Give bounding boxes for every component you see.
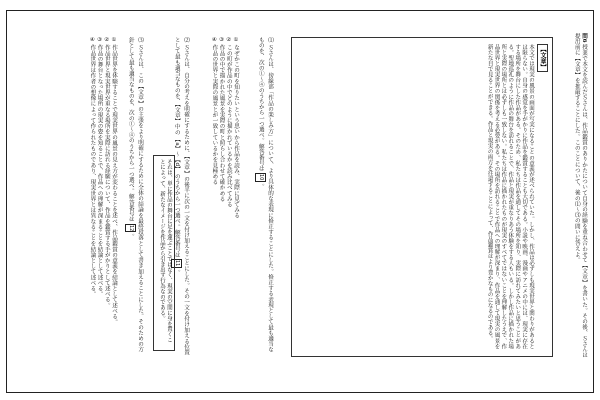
choice-text: 作品の舞台となった場所の現実の姿を知ることで、作品への理解が深まることを結論として述べる。 bbox=[96, 44, 103, 297]
choice-item[interactable] bbox=[232, 37, 239, 357]
question-1-text: ⑴ Ｓさんは、傍線部「作品の楽しみ方」について、より具体的な表現に修正することにした。修正する表現として最も適当なものを、次の①〜④のうちから一つ選べ。解答番号は bbox=[257, 37, 273, 353]
bunsho-text: 本文では現実の風景の画面が写実になることの意義が述べられていた。しかし、作品は必ずしも現実世界と関わりがあるとは限らない。自身の感覚を手がかりに作品を鑑賞することも大切である。小説や映画、漫画やアニメの中には、現実に存在する場所を舞台にした作品がある。そのため、私たちは作品を通してその場所を知り、実際に訪れてみたいと思うことがある。聖地巡礼のように作品の舞台を訪れることで、作品と現実が重なりあう体験をする人もいる。しかし作品に描かれた場所と実際の場所とは必ずしも一致しない。私たちは作品に描かれたものが現実のすべてではないことを理解したうえで、作品世界と現実世界の関係を考える必要がある。その場所を訪れることで作品への理解が深まり、作品を通して現実の風景を新たな目で見ることができる。作品と現実の両方を往還することによって、作品鑑賞はより豊かなものになるのである。 bbox=[486, 44, 534, 349]
period: 。 bbox=[257, 183, 264, 189]
question-number: 問6 bbox=[581, 33, 587, 43]
choice-text: 作品世界は作者の想像によって作られたものであり、現実世界とは異なることを結論として述べる。 bbox=[89, 44, 96, 297]
inserted-sentence-box bbox=[153, 155, 175, 351]
choice-text: 作品世界を体験することで現実世界の風景の見え方が変わることを述べ、作品鑑賞の意義を結論として述べる。 bbox=[111, 44, 117, 325]
bunsho-box bbox=[291, 37, 553, 357]
choice-mark: ④ bbox=[211, 37, 218, 43]
question-1 bbox=[255, 37, 273, 357]
question-instruction: 授業で本文を読んだＳさんは、作品鑑賞のありかたについて自身の経験を重ね合わせて【文章】を書いた。その後、Ｓさんは提出前に【文章】を推敲することにした。このことについて、後の⑴〜⑶の問いに答えよ。 bbox=[573, 33, 587, 358]
question-header bbox=[573, 33, 587, 363]
choice-text: 作品の中で描かれた風景を実際の町と照らし合わせて確かめる bbox=[218, 44, 225, 202]
exam-sheet bbox=[6, 10, 594, 393]
inserted-sentence-text: それは、単に作品の舞台に足を運ぶことではなく、現実の空間に身を置くことによって、新たなイメージを作品から引き出す行為なのである。 bbox=[159, 159, 172, 343]
choice-text: 作品の世界と実際の風景とが一致しているかを見極める bbox=[211, 44, 218, 185]
choice-mark: ④ bbox=[89, 37, 96, 43]
question-3-choices bbox=[88, 37, 117, 357]
question-3 bbox=[125, 37, 143, 357]
choice-item[interactable] bbox=[110, 37, 117, 357]
choice-mark: ① bbox=[233, 37, 239, 43]
questions-area bbox=[23, 37, 273, 357]
choice-text: この町が作品の中でどのように描かれているかを読み比べてみる bbox=[225, 44, 232, 208]
period: 。 bbox=[173, 269, 180, 276]
choice-item[interactable] bbox=[103, 37, 110, 357]
choice-mark: ③ bbox=[218, 37, 225, 43]
choice-mark: ③ bbox=[96, 37, 103, 43]
choice-item[interactable] bbox=[217, 37, 224, 357]
choice-mark: ① bbox=[111, 37, 117, 43]
answer-box-12[interactable]: 12 bbox=[125, 224, 136, 232]
choice-mark: ② bbox=[225, 37, 232, 43]
question-2-text: ⑵ Ｓさんは、自分の考えを明確にするために、【文章】の後半に次の一文を付け加えることにした。その一文を付け加える位置として最も適当なものを、【文章】中の 【a】〜【d】 のうちから一つ選べ。解答番号は bbox=[173, 37, 189, 356]
choice-text: 作品世界と現実世界が重なる場所を実際に訪れる経験について、作品を鑑賞する手がかりとして述べる。 bbox=[103, 44, 110, 308]
choice-item[interactable] bbox=[225, 37, 232, 357]
answer-box-10[interactable]: 10 bbox=[255, 173, 266, 181]
period: 。 bbox=[127, 233, 134, 240]
bunsho-label: 【文章】 bbox=[539, 46, 546, 70]
choice-text: なぜかこの町を知りたいという思いから作品を読み、実際に見てみる bbox=[233, 44, 239, 219]
choice-item[interactable] bbox=[95, 37, 102, 357]
choice-mark: ② bbox=[103, 37, 110, 43]
question-1-choices bbox=[210, 37, 239, 357]
choice-item[interactable] bbox=[210, 37, 217, 357]
question-3-text: ⑶ Ｓさんは、この【文章】の主張をより明確にするために全体の結論を最終段落として書き加えることにした。そのための方針として最も適当なものを、次の①〜④のうちから一つ選べ。解答番号は bbox=[127, 37, 143, 353]
answer-box-11[interactable]: 11 bbox=[171, 259, 182, 267]
choice-item[interactable] bbox=[88, 37, 95, 357]
